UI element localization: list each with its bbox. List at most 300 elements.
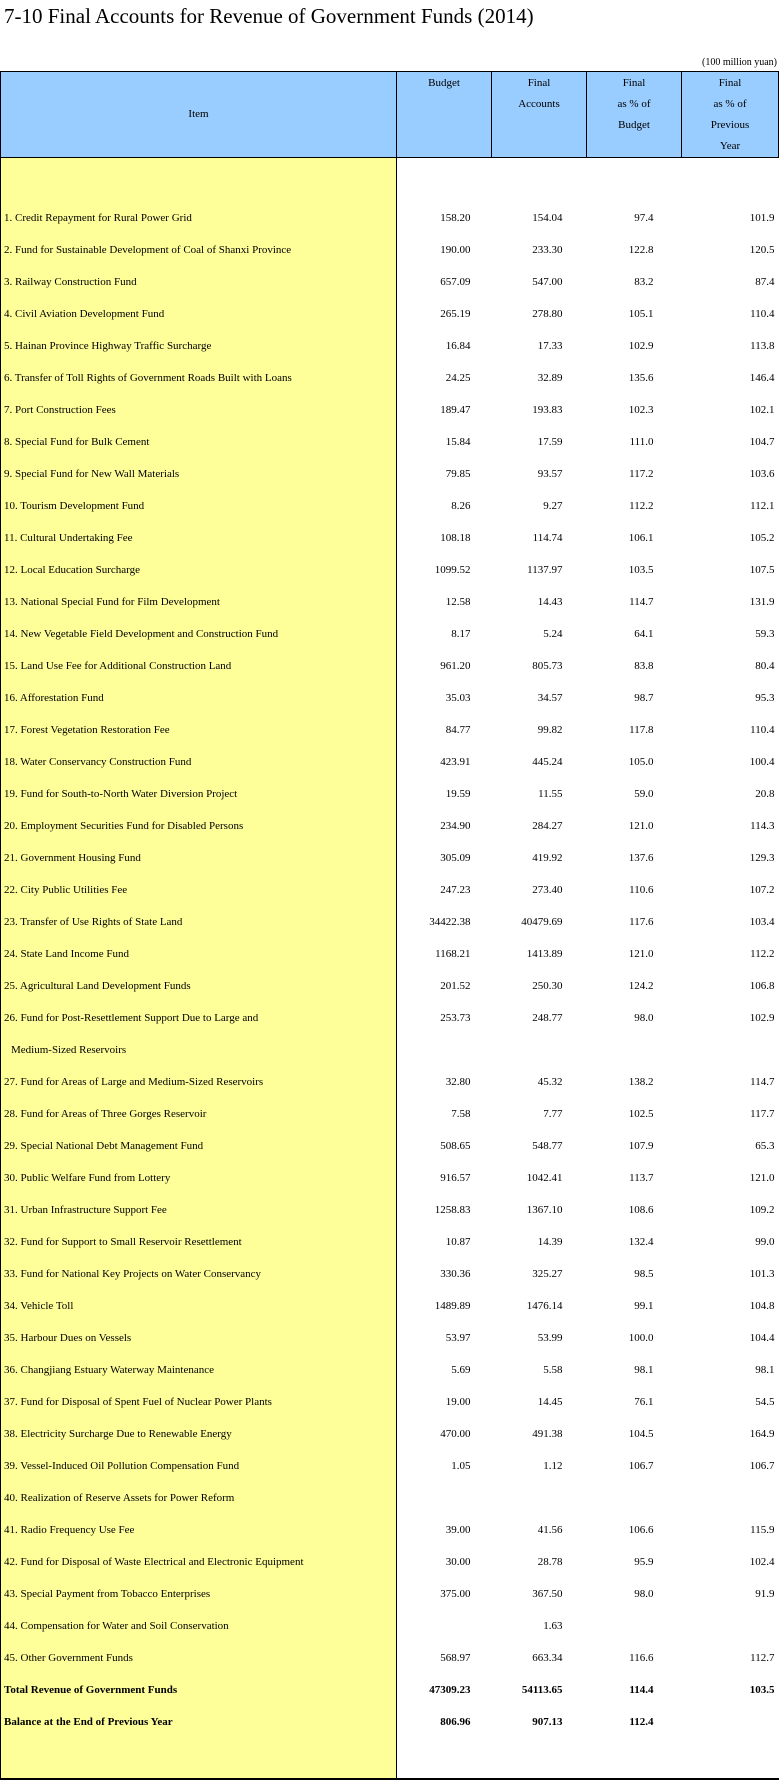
row-pct-budget-value: 114.4 xyxy=(629,1684,654,1696)
row-pct-budget-value: 102.9 xyxy=(628,340,654,352)
row-item-label: 25. Agricultural Land Development Funds xyxy=(1,970,397,1002)
row-item-label: 45. Other Government Funds xyxy=(1,1642,397,1674)
row-item-label: 17. Forest Vegetation Restoration Fee xyxy=(1,714,397,746)
row-pct-budget-value: 98.7 xyxy=(634,692,654,704)
revenue-table-container xyxy=(0,71,778,1780)
row-final-value: 548.77 xyxy=(532,1140,563,1152)
row-final-value: 14.39 xyxy=(537,1236,563,1248)
row-item-label: 41. Radio Frequency Use Fee xyxy=(1,1514,397,1546)
row-pct-prev-value: 100.4 xyxy=(749,756,775,768)
row-final-value: 54113.65 xyxy=(521,1684,563,1696)
row-budget-value: 916.57 xyxy=(440,1172,471,1184)
table-row xyxy=(1,1226,779,1258)
row-pct-budget-value: 98.0 xyxy=(634,1012,654,1024)
table-row xyxy=(1,394,779,426)
row-budget-value xyxy=(397,1482,492,1514)
row-item-label: 13. National Special Fund for Film Development xyxy=(1,586,397,618)
row-pct-prev-value: 103.6 xyxy=(749,468,775,480)
row-budget-value: 1168.21 xyxy=(435,948,471,960)
row-final-value: 445.24 xyxy=(532,756,563,768)
row-budget-value: 47309.23 xyxy=(429,1684,471,1696)
row-pct-prev-value: 121.0 xyxy=(749,1172,775,1184)
row-item-label: 23. Transfer of Use Rights of State Land xyxy=(1,906,397,938)
table-row xyxy=(1,1002,779,1034)
row-final-value: 367.50 xyxy=(532,1588,563,1600)
table-row xyxy=(1,1642,779,1674)
header-item: Item xyxy=(1,72,397,158)
row-final-value: 1.12 xyxy=(543,1460,563,1472)
row-pct-budget-value: 111.0 xyxy=(629,436,654,448)
row-pct-prev-value: 102.9 xyxy=(749,1012,775,1024)
row-budget-value: 247.23 xyxy=(440,884,471,896)
row-pct-budget-value: 98.5 xyxy=(634,1268,654,1280)
row-pct-budget-value: 113.7 xyxy=(629,1172,654,1184)
table-row xyxy=(1,1514,779,1546)
table-row xyxy=(1,746,779,778)
row-pct-prev-value: 117.7 xyxy=(750,1108,775,1120)
row-pct-prev-value: 107.2 xyxy=(749,884,775,896)
table-row xyxy=(1,1706,779,1738)
row-pct-prev-value: 95.3 xyxy=(755,692,775,704)
row-pct-prev-value: 113.8 xyxy=(750,340,775,352)
row-final-value: 114.74 xyxy=(532,532,563,544)
table-row xyxy=(1,1610,779,1642)
row-pct-prev-value: 104.8 xyxy=(749,1300,775,1312)
row-pct-budget-value: 122.8 xyxy=(628,244,654,256)
row-item-label: 36. Changjiang Estuary Waterway Maintenance xyxy=(1,1354,397,1386)
table-row xyxy=(1,1386,779,1418)
row-pct-prev-value: 106.7 xyxy=(749,1460,775,1472)
row-pct-prev-value: 131.9 xyxy=(749,596,775,608)
row-final-value: 278.80 xyxy=(532,308,563,320)
row-budget-value xyxy=(397,1034,492,1066)
row-pct-prev-value: 102.4 xyxy=(749,1556,775,1568)
row-final-value: 17.59 xyxy=(537,436,563,448)
table-row xyxy=(1,1130,779,1162)
table-row xyxy=(1,266,779,298)
row-final-value xyxy=(492,1482,587,1514)
row-final-value: 1413.89 xyxy=(526,948,563,960)
table-row xyxy=(1,1066,779,1098)
row-final-value: 325.27 xyxy=(532,1268,563,1280)
row-item-label: 32. Fund for Support to Small Reservoir Resettlement xyxy=(1,1226,397,1258)
table-row xyxy=(1,842,779,874)
row-item-label: 20. Employment Securities Fund for Disabled Persons xyxy=(1,810,397,842)
row-budget-value: 84.77 xyxy=(445,724,471,736)
row-pct-budget-value: 132.4 xyxy=(628,1236,654,1248)
row-item-label: 35. Harbour Dues on Vessels xyxy=(1,1322,397,1354)
row-item-label: 5. Hainan Province Highway Traffic Surcharge xyxy=(1,330,397,362)
row-final-value: 41.56 xyxy=(537,1524,563,1536)
row-item-label: 26. Fund for Post-Resettlement Support Due to Large and xyxy=(1,1002,397,1034)
row-budget-value: 8.17 xyxy=(451,628,471,640)
table-row xyxy=(1,1674,779,1706)
row-budget-value: 568.97 xyxy=(440,1652,471,1664)
row-budget-value: 330.36 xyxy=(440,1268,471,1280)
row-budget-value: 39.00 xyxy=(445,1524,471,1536)
table-row xyxy=(1,714,779,746)
row-pct-budget-value: 110.6 xyxy=(629,884,654,896)
row-pct-budget-value: 95.9 xyxy=(634,1556,654,1568)
row-pct-budget-value: 83.2 xyxy=(634,276,654,288)
table-row xyxy=(1,906,779,938)
header-budget: Budget xyxy=(397,72,492,158)
row-final-value: 93.57 xyxy=(537,468,563,480)
row-budget-value: 189.47 xyxy=(440,404,471,416)
table-row xyxy=(1,778,779,810)
row-pct-prev-value: 110.4 xyxy=(750,308,775,320)
row-pct-budget-value xyxy=(587,1482,682,1514)
row-pct-prev-value: 114.3 xyxy=(750,820,775,832)
row-budget-value: 508.65 xyxy=(440,1140,471,1152)
row-pct-budget-value: 106.1 xyxy=(628,532,654,544)
row-budget-value: 32.80 xyxy=(445,1076,471,1088)
row-pct-prev-value: 104.4 xyxy=(749,1332,775,1344)
row-budget-value: 53.97 xyxy=(445,1332,471,1344)
row-final-value: 284.27 xyxy=(532,820,563,832)
row-budget-value: 158.20 xyxy=(440,212,471,224)
row-item-label: 40. Realization of Reserve Assets for Power Reform xyxy=(1,1482,397,1514)
row-budget-value: 10.87 xyxy=(445,1236,471,1248)
row-final-value: 1367.10 xyxy=(526,1204,563,1216)
row-final-value: 11.55 xyxy=(538,788,563,800)
row-final-value: 547.00 xyxy=(532,276,563,288)
row-item-label: 11. Cultural Undertaking Fee xyxy=(1,522,397,554)
row-pct-prev-value: 129.3 xyxy=(749,852,775,864)
table-row xyxy=(1,970,779,1002)
row-final-value: 491.38 xyxy=(532,1428,563,1440)
row-pct-prev-value: 80.4 xyxy=(755,660,775,672)
row-pct-budget-value: 107.9 xyxy=(628,1140,654,1152)
table-row xyxy=(1,1578,779,1610)
row-item-label: 12. Local Education Surcharge xyxy=(1,554,397,586)
row-final-value: 1476.14 xyxy=(526,1300,563,1312)
table-row xyxy=(1,586,779,618)
table-row xyxy=(1,682,779,714)
row-budget-value: 265.19 xyxy=(440,308,471,320)
row-budget-value: 1099.52 xyxy=(434,564,471,576)
row-pct-budget-value: 114.7 xyxy=(629,596,654,608)
table-row xyxy=(1,1098,779,1130)
row-item-label: 29. Special National Debt Management Fund xyxy=(1,1130,397,1162)
row-final-value: 7.77 xyxy=(543,1108,563,1120)
row-budget-value: 35.03 xyxy=(445,692,471,704)
row-pct-budget-value: 102.5 xyxy=(628,1108,654,1120)
table-row xyxy=(1,330,779,362)
row-pct-budget-value: 59.0 xyxy=(634,788,654,800)
row-final-value: 14.43 xyxy=(537,596,563,608)
row-pct-prev-value: 101.9 xyxy=(749,212,775,224)
row-item-label: 2. Fund for Sustainable Development of Coal of Shanxi Province xyxy=(1,234,397,266)
row-pct-budget-value: 100.0 xyxy=(628,1332,654,1344)
row-budget-value: 24.25 xyxy=(445,372,471,384)
table-row xyxy=(1,458,779,490)
row-final-value: 907.13 xyxy=(532,1716,563,1728)
table-row xyxy=(1,202,779,234)
row-pct-prev-value: 87.4 xyxy=(755,276,775,288)
row-pct-budget-value: 99.1 xyxy=(634,1300,654,1312)
row-budget-value: 12.58 xyxy=(445,596,471,608)
row-final-value: 419.92 xyxy=(532,852,563,864)
row-budget-value: 470.00 xyxy=(440,1428,471,1440)
row-pct-budget-value: 102.3 xyxy=(628,404,654,416)
row-budget-value: 201.52 xyxy=(440,980,471,992)
row-pct-prev-value: 20.8 xyxy=(755,788,775,800)
row-item-label: 34. Vehicle Toll xyxy=(1,1290,397,1322)
row-pct-prev-value: 115.9 xyxy=(750,1524,775,1536)
row-pct-budget-value: 135.6 xyxy=(628,372,654,384)
header-final-accounts: Final Accounts xyxy=(492,72,587,158)
revenue-table xyxy=(0,71,779,1780)
row-item-label: 30. Public Welfare Fund from Lottery xyxy=(1,1162,397,1194)
row-final-value xyxy=(492,1034,587,1066)
row-final-value: 663.34 xyxy=(532,1652,563,1664)
row-pct-budget-value: 137.6 xyxy=(628,852,654,864)
table-row xyxy=(1,554,779,586)
row-final-value: 248.77 xyxy=(532,1012,563,1024)
row-final-value: 1.63 xyxy=(543,1620,563,1632)
row-budget-value: 15.84 xyxy=(445,436,471,448)
row-budget-value: 190.00 xyxy=(440,244,471,256)
row-pct-budget-value: 105.0 xyxy=(628,756,654,768)
row-final-value: 28.78 xyxy=(537,1556,563,1568)
row-final-value: 9.27 xyxy=(543,500,563,512)
row-pct-prev-value: 110.4 xyxy=(750,724,775,736)
table-row xyxy=(1,874,779,906)
table-row xyxy=(1,1290,779,1322)
row-budget-value: 253.73 xyxy=(440,1012,471,1024)
row-final-value: 250.30 xyxy=(532,980,563,992)
row-budget-value: 30.00 xyxy=(445,1556,471,1568)
table-row xyxy=(1,1354,779,1386)
row-pct-prev-value xyxy=(682,1034,779,1066)
row-pct-prev-value: 65.3 xyxy=(755,1140,775,1152)
row-pct-budget-value: 105.1 xyxy=(628,308,654,320)
row-pct-prev-value: 164.9 xyxy=(749,1428,775,1440)
row-budget-value: 5.69 xyxy=(451,1364,471,1376)
row-budget-value: 961.20 xyxy=(440,660,471,672)
table-row xyxy=(1,1258,779,1290)
row-final-value: 1042.41 xyxy=(526,1172,563,1184)
row-budget-value: 16.84 xyxy=(445,340,471,352)
row-pct-prev-value: 112.7 xyxy=(750,1652,775,1664)
row-item-label: 37. Fund for Disposal of Spent Fuel of Nuclear Power Plants xyxy=(1,1386,397,1418)
row-pct-prev-value: 104.7 xyxy=(749,436,775,448)
row-pct-prev-value: 101.3 xyxy=(749,1268,775,1280)
table-row xyxy=(1,1546,779,1578)
row-pct-budget-value: 112.2 xyxy=(629,500,654,512)
row-item-label: 42. Fund for Disposal of Waste Electrical and Electronic Equipment xyxy=(1,1546,397,1578)
table-row xyxy=(1,1418,779,1450)
spacer-row xyxy=(1,158,779,203)
row-pct-prev-value: 54.5 xyxy=(755,1396,775,1408)
row-final-value: 273.40 xyxy=(532,884,563,896)
row-pct-prev-value: 103.5 xyxy=(749,1684,775,1696)
table-row xyxy=(1,1162,779,1194)
row-budget-value: 305.09 xyxy=(440,852,471,864)
row-item-label: 24. State Land Income Fund xyxy=(1,938,397,970)
row-item-label: 8. Special Fund for Bulk Cement xyxy=(1,426,397,458)
row-budget-value: 79.85 xyxy=(445,468,471,480)
row-item-label: 33. Fund for National Key Projects on Water Conservancy xyxy=(1,1258,397,1290)
table-row xyxy=(1,618,779,650)
row-final-value: 40479.69 xyxy=(521,916,563,928)
row-pct-budget-value: 98.1 xyxy=(634,1364,654,1376)
row-budget-value: 375.00 xyxy=(440,1588,471,1600)
table-row xyxy=(1,1194,779,1226)
row-pct-budget-value xyxy=(587,1034,682,1066)
row-budget-value xyxy=(397,1610,492,1642)
table-row xyxy=(1,298,779,330)
header-pct-previous-year: Final as % of Previous Year xyxy=(682,72,779,158)
row-pct-prev-value: 91.9 xyxy=(755,1588,775,1600)
header-pct-budget: Final as % of Budget xyxy=(587,72,682,158)
row-pct-budget-value: 108.6 xyxy=(628,1204,654,1216)
row-pct-budget-value: 121.0 xyxy=(628,820,654,832)
row-item-label: Balance at the End of Previous Year xyxy=(1,1706,397,1738)
row-budget-value: 657.09 xyxy=(440,276,471,288)
row-item-label: 16. Afforestation Fund xyxy=(1,682,397,714)
row-pct-prev-value: 107.5 xyxy=(749,564,775,576)
row-pct-budget-value: 112.4 xyxy=(629,1716,654,1728)
row-final-value: 1137.97 xyxy=(527,564,563,576)
end-spacer-row xyxy=(1,1738,779,1779)
row-item-label: 22. City Public Utilities Fee xyxy=(1,874,397,906)
row-pct-budget-value: 104.5 xyxy=(628,1428,654,1440)
row-pct-budget-value: 64.1 xyxy=(634,628,654,640)
row-budget-value: 19.59 xyxy=(445,788,471,800)
row-final-value: 17.33 xyxy=(537,340,563,352)
row-pct-budget-value: 76.1 xyxy=(634,1396,654,1408)
row-budget-value: 1.05 xyxy=(451,1460,471,1472)
row-pct-budget-value: 106.7 xyxy=(628,1460,654,1472)
row-item-label: Total Revenue of Government Funds xyxy=(1,1674,397,1706)
row-pct-budget-value: 116.6 xyxy=(629,1652,654,1664)
row-budget-value: 1489.89 xyxy=(434,1300,471,1312)
row-final-value: 45.32 xyxy=(537,1076,563,1088)
row-pct-prev-value: 106.8 xyxy=(749,980,775,992)
row-item-label: 1. Credit Repayment for Rural Power Grid xyxy=(1,202,397,234)
table-row xyxy=(1,362,779,394)
row-budget-value: 108.18 xyxy=(440,532,471,544)
table-row xyxy=(1,1034,779,1066)
table-row xyxy=(1,426,779,458)
row-final-value: 805.73 xyxy=(532,660,563,672)
row-budget-value: 7.58 xyxy=(451,1108,471,1120)
table-row xyxy=(1,522,779,554)
row-pct-prev-value: 112.2 xyxy=(750,948,775,960)
row-item-label: 28. Fund for Areas of Three Gorges Reservoir xyxy=(1,1098,397,1130)
table-row xyxy=(1,1322,779,1354)
row-final-value: 154.04 xyxy=(532,212,563,224)
row-pct-prev-value: 98.1 xyxy=(755,1364,775,1376)
row-pct-prev-value xyxy=(682,1482,779,1514)
row-pct-budget-value: 117.2 xyxy=(629,468,654,480)
table-row xyxy=(1,490,779,522)
row-item-label: 15. Land Use Fee for Additional Construction Land xyxy=(1,650,397,682)
row-item-label: 10. Tourism Development Fund xyxy=(1,490,397,522)
table-row xyxy=(1,1450,779,1482)
row-pct-budget-value: 117.8 xyxy=(629,724,654,736)
row-final-value: 32.89 xyxy=(537,372,563,384)
row-final-value: 193.83 xyxy=(532,404,563,416)
row-budget-value: 806.96 xyxy=(440,1716,471,1728)
row-pct-prev-value: 109.2 xyxy=(749,1204,775,1216)
table-row xyxy=(1,938,779,970)
row-budget-value: 34422.38 xyxy=(429,916,471,928)
row-budget-value: 8.26 xyxy=(451,500,471,512)
table-row xyxy=(1,650,779,682)
row-budget-value: 423.91 xyxy=(440,756,471,768)
row-item-label: 19. Fund for South-to-North Water Diversion Project xyxy=(1,778,397,810)
row-item-label: 3. Railway Construction Fund xyxy=(1,266,397,298)
table-row xyxy=(1,810,779,842)
row-item-label: 14. New Vegetable Field Development and Construction Fund xyxy=(1,618,397,650)
row-final-value: 14.45 xyxy=(537,1396,563,1408)
row-pct-budget-value: 124.2 xyxy=(628,980,654,992)
row-final-value: 99.82 xyxy=(537,724,563,736)
row-final-value: 233.30 xyxy=(532,244,563,256)
row-final-value: 5.58 xyxy=(543,1364,563,1376)
row-item-label: 44. Compensation for Water and Soil Conservation xyxy=(1,1610,397,1642)
row-budget-value: 234.90 xyxy=(440,820,471,832)
table-row xyxy=(1,1482,779,1514)
unit-label: (100 million yuan) xyxy=(702,57,777,68)
table-row xyxy=(1,234,779,266)
row-pct-prev-value: 146.4 xyxy=(749,372,775,384)
row-item-label: 27. Fund for Areas of Large and Medium-Sized Reservoirs xyxy=(1,1066,397,1098)
row-budget-value: 19.00 xyxy=(445,1396,471,1408)
row-pct-prev-value: 99.0 xyxy=(755,1236,775,1248)
row-pct-budget-value: 138.2 xyxy=(628,1076,654,1088)
row-pct-budget-value: 117.6 xyxy=(629,916,654,928)
row-item-label: 18. Water Conservancy Construction Fund xyxy=(1,746,397,778)
row-pct-budget-value xyxy=(587,1610,682,1642)
row-final-value: 5.24 xyxy=(543,628,563,640)
row-pct-prev-value: 103.4 xyxy=(749,916,775,928)
row-pct-budget-value: 121.0 xyxy=(628,948,654,960)
header-row xyxy=(1,72,779,158)
row-pct-prev-value: 114.7 xyxy=(750,1076,775,1088)
row-item-label: 7. Port Construction Fees xyxy=(1,394,397,426)
row-pct-prev-value xyxy=(682,1610,779,1642)
row-item-label: 43. Special Payment from Tobacco Enterprises xyxy=(1,1578,397,1610)
row-item-label: 21. Government Housing Fund xyxy=(1,842,397,874)
row-pct-budget-value: 106.6 xyxy=(628,1524,654,1536)
row-item-label: 9. Special Fund for New Wall Materials xyxy=(1,458,397,490)
row-item-label: Medium-Sized Reservoirs xyxy=(1,1034,397,1066)
row-pct-budget-value: 103.5 xyxy=(628,564,654,576)
row-pct-prev-value: 120.5 xyxy=(749,244,775,256)
row-pct-prev-value: 102.1 xyxy=(749,404,775,416)
row-final-value: 34.57 xyxy=(537,692,563,704)
row-pct-prev-value: 105.2 xyxy=(749,532,775,544)
page-title: 7-10 Final Accounts for Revenue of Government Funds (2014) xyxy=(4,4,534,28)
row-item-label: 6. Transfer of Toll Rights of Government Roads Built with Loans xyxy=(1,362,397,394)
row-budget-value: 1258.83 xyxy=(434,1204,471,1216)
row-item-label: 39. Vessel-Induced Oil Pollution Compensation Fund xyxy=(1,1450,397,1482)
row-pct-prev-value: 59.3 xyxy=(755,628,775,640)
row-pct-budget-value: 97.4 xyxy=(634,212,654,224)
row-pct-prev-value xyxy=(682,1706,779,1738)
row-pct-budget-value: 83.8 xyxy=(634,660,654,672)
row-pct-budget-value: 98.0 xyxy=(634,1588,654,1600)
row-pct-prev-value: 112.1 xyxy=(750,500,775,512)
row-item-label: 31. Urban Infrastructure Support Fee xyxy=(1,1194,397,1226)
row-item-label: 38. Electricity Surcharge Due to Renewable Energy xyxy=(1,1418,397,1450)
row-item-label: 4. Civil Aviation Development Fund xyxy=(1,298,397,330)
row-final-value: 53.99 xyxy=(537,1332,563,1344)
